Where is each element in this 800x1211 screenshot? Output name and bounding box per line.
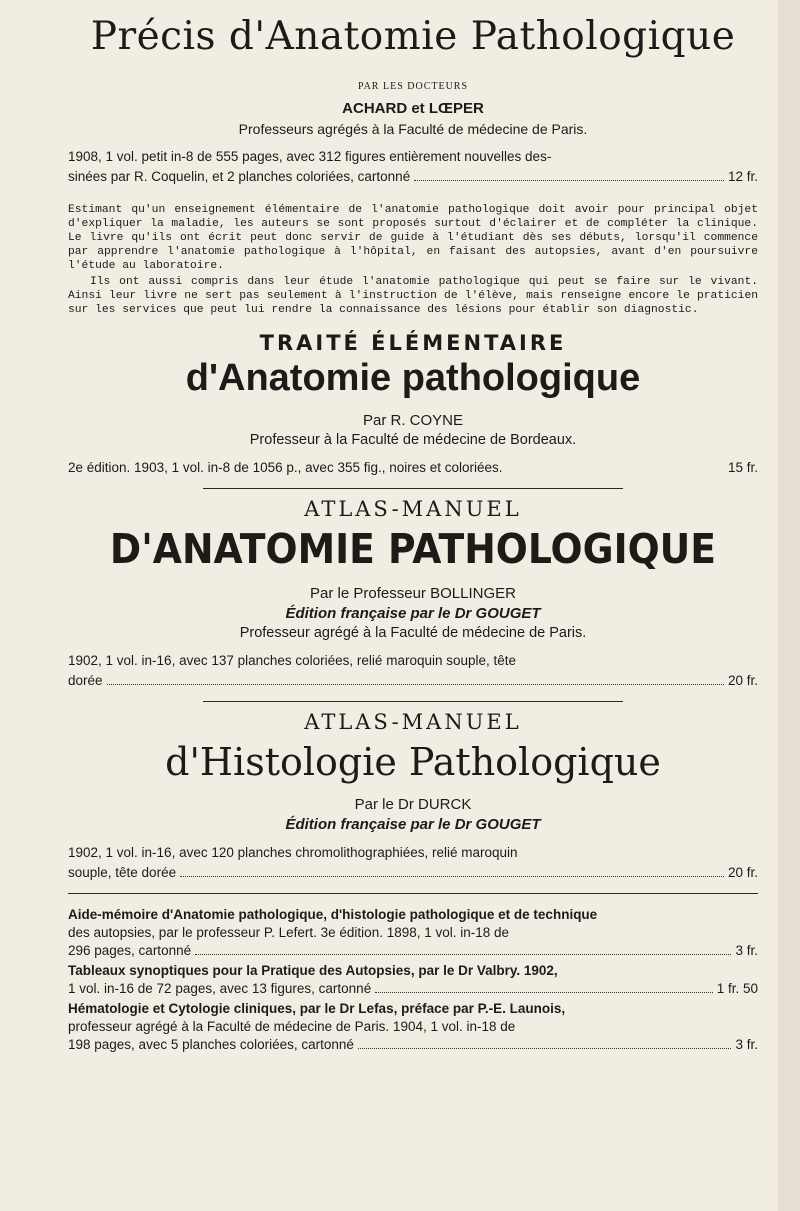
divider [68, 893, 758, 894]
precis-pub-line1: 1908, 1 vol. petit in-8 de 555 pages, avec 312 figures entièrement nouvelles des- [68, 149, 552, 164]
item-details-line1-text: 1 vol. in-16 de 72 pages, avec 13 figures, cartonné [68, 981, 372, 996]
leader-dots [107, 684, 724, 685]
leader-dots [358, 1048, 732, 1049]
traite-pub-text: 2e édition. 1903, 1 vol. in-8 de 1056 p., avec 355 fig., noires et coloriées. [68, 460, 503, 475]
atlas1-edition: Édition française par le Dr GOUGET [285, 605, 541, 622]
atlas1-pub-line2 [68, 671, 758, 691]
atlas2-author: Par le Dr DURCK [354, 796, 472, 813]
atlas2-price: 20 fr. [727, 865, 758, 880]
item-details-line2-text: 198 pages, avec 5 planches coloriées, cartonné [68, 1037, 354, 1052]
precis-by-label: PAR LES DOCTEURS [357, 81, 469, 92]
item-title: Aide-mémoire d'Anatomie pathologique, d'histologie pathologique et de technique [68, 907, 598, 922]
atlas1-kicker: ATLAS-MANUEL [304, 497, 522, 521]
leader-dots [180, 876, 724, 877]
precis-professors: Professeurs agrégés à la Faculté de médecine de Paris. [238, 121, 588, 137]
atlas2-title: d'Histologie Pathologique [165, 740, 661, 784]
item-price: 3 fr. [735, 1037, 758, 1052]
precis-pub-line2 [68, 167, 758, 187]
catalog-page [68, 0, 758, 1056]
atlas1-publication [68, 651, 758, 691]
traite-professor: Professeur à la Faculté de médecine de Bordeaux. [249, 432, 577, 448]
item-details-line1: des autopsies, par le professeur P. Lefert. 3e édition. 1898, 1 vol. in-18 de [68, 925, 510, 940]
traite-price: 15 fr. [727, 460, 758, 475]
item-details-line2 [68, 942, 758, 960]
precis-authors: ACHARD et LŒPER [342, 100, 484, 117]
precis-pub-line2-text: sinées par R. Coquelin, et 2 planches coloriées, cartonné [68, 169, 411, 184]
atlas2-edition: Édition française par le Dr GOUGET [285, 816, 541, 833]
atlas1-pub-line2-text: dorée [68, 673, 103, 688]
atlas2-pub-line1: 1902, 1 vol. in-16, avec 120 planches chromolithographiées, relié maroquin [68, 845, 518, 860]
other-titles-list [68, 906, 758, 1054]
precis-desc-p2: Ils ont aussi compris dans leur étude l'anatomie pathologique qui peut se faire sur le vivant. Ainsi leur livre ne sert pas seulement à l'instruction de l'élève, mais renseigne encore le praticien sur les services que peut lui rendre la connaissance des lésions pour établir son diagnostic. [68, 276, 758, 316]
item-details-line2 [68, 1036, 758, 1054]
item-details-line2-text: 296 pages, cartonné [68, 943, 192, 958]
precis-desc-p1: Estimant qu'un enseignement élémentaire de l'anatomie pathologique doit avoir pour principal objet d'expliquer la maladie, les auteurs se sont proposés surtout d'éclairer et de compléter la clinique. Le livre qu'ils ont écrit peut donc servir de guide à l'étudiant dès ses débuts, lorsqu'il commence par apprendre l'anatomie pathologique à l'hôpital, en faisant des autopsies, avant d'en poursuivre l'étude au laboratoire. [68, 204, 758, 272]
item-price: 1 fr. 50 [716, 981, 758, 996]
atlas2-pub-line2-text: souple, tête dorée [68, 865, 177, 880]
traite-author: Par R. COYNE [362, 412, 464, 429]
traite-kicker: TRAITÉ ÉLÉMENTAIRE [259, 331, 567, 355]
atlas2-pub-line2 [68, 863, 758, 883]
list-item [68, 906, 758, 960]
divider [203, 701, 623, 702]
page-edge [778, 0, 800, 1211]
atlas1-pub-line1: 1902, 1 vol. in-16, avec 137 planches coloriées, relié maroquin souple, tête [68, 653, 517, 668]
list-item [68, 1000, 758, 1054]
item-title: Hématologie et Cytologie cliniques, par le Dr Lefas, préface par P.-E. Launois, [68, 1001, 566, 1016]
precis-publication [68, 147, 758, 187]
traite-publication [68, 458, 758, 478]
atlas1-author: Par le Professeur BOLLINGER [310, 585, 516, 602]
item-price: 3 fr. [735, 943, 758, 958]
precis-title: Précis d'Anatomie Pathologique [90, 14, 736, 59]
divider [203, 488, 623, 489]
atlas2-publication [68, 843, 758, 883]
item-title: Tableaux synoptiques pour la Pratique des Autopsies, par le Dr Valbry. 1902, [68, 963, 558, 978]
atlas1-professor: Professeur agrégé à la Faculté de médecine de Paris. [239, 625, 587, 641]
atlas1-price: 20 fr. [727, 673, 758, 688]
leader-dots [195, 954, 731, 955]
atlas1-title: D'ANATOMIE PATHOLOGIQUE [109, 525, 717, 573]
item-details-line1 [68, 980, 758, 998]
atlas2-kicker: ATLAS-MANUEL [304, 710, 522, 734]
traite-title: d'Anatomie pathologique [185, 357, 641, 399]
leader-dots [414, 180, 724, 181]
item-details-line1: professeur agrégé à la Faculté de médecine de Paris. 1904, 1 vol. in-18 de [68, 1019, 516, 1034]
list-item [68, 962, 758, 998]
leader-dots [375, 992, 713, 993]
precis-price: 12 fr. [727, 169, 758, 184]
precis-description [68, 203, 758, 317]
